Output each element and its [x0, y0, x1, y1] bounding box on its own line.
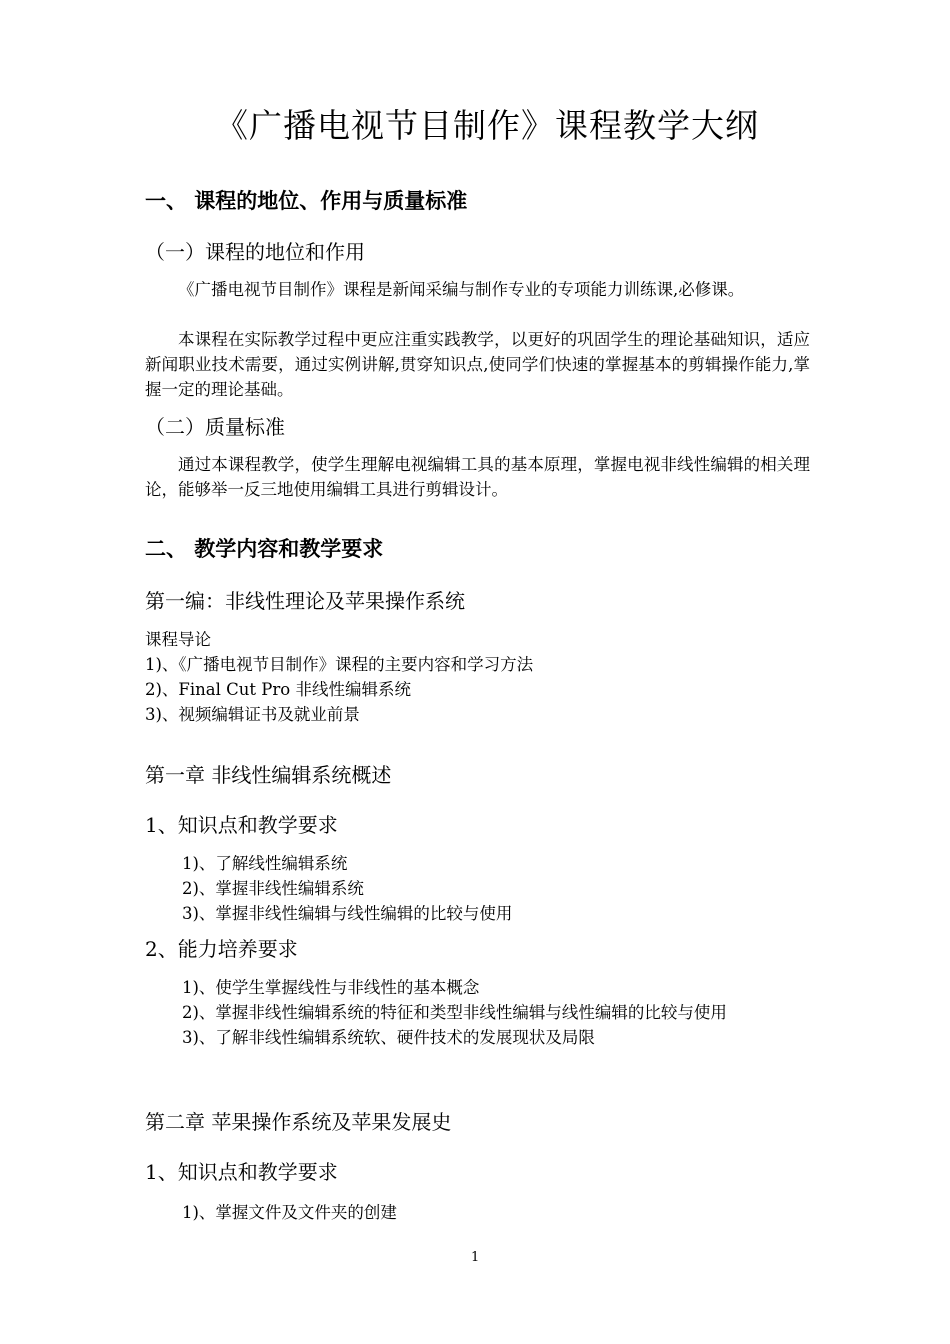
intro-item: 1)、《广播电视节目制作》课程的主要内容和学习方法 — [145, 655, 534, 674]
paragraph-quality-standard: 通过本课程教学，使学生理解电视编辑工具的基本原理，掌握电视非线性编辑的相关理论，能够举一反三地使用编辑工具进行剪辑设计。 — [145, 455, 810, 499]
knowledge-item: 3)、掌握非线性编辑与线性编辑的比较与使用 — [182, 904, 513, 923]
ability-item: 2)、掌握非线性编辑系统的特征和类型非线性编辑与线性编辑的比较与使用 — [182, 1003, 727, 1022]
document-title: 《广播电视节目制作》课程教学大纲 — [215, 106, 759, 145]
section-1-heading: 一、 课程的地位、作用与质量标准 — [145, 189, 468, 213]
part-1-heading: 第一编：非线性理论及苹果操作系统 — [145, 589, 465, 613]
ability-item: 1)、使学生掌握线性与非线性的基本概念 — [182, 978, 480, 997]
chapter-1-heading: 第一章 非线性编辑系统概述 — [145, 763, 392, 787]
intro-title: 课程导论 — [145, 630, 211, 649]
page-number: 1 — [471, 1250, 480, 1265]
ability-item: 3)、了解非线性编辑系统软、硬件技术的发展现状及局限 — [182, 1028, 595, 1047]
knowledge-item: 1)、掌握文件及文件夹的创建 — [182, 1203, 397, 1222]
paragraph-course-practice: 本课程在实际教学过程中更应注重实践教学，以更好的巩固学生的理论基础知识，适应新闻职业技术需要，通过实例讲解,贯穿知识点,使同学们快速的掌握基本的剪辑操作能力,掌握一定的理论基础。 — [145, 330, 810, 399]
intro-item: 2)、Final Cut Pro 非线性编辑系统 — [145, 680, 411, 699]
section-2-heading: 二、 教学内容和教学要求 — [145, 537, 384, 561]
subsection-1-heading: （一）课程的地位和作用 — [145, 240, 365, 264]
intro-item: 3)、视频编辑证书及就业前景 — [145, 705, 360, 724]
paragraph-course-status: 《广播电视节目制作》课程是新闻采编与制作专业的专项能力训练课,必修课。 — [178, 280, 745, 299]
knowledge-item: 1)、了解线性编辑系统 — [182, 854, 348, 873]
chapter-2-heading: 第二章 苹果操作系统及苹果发展史 — [145, 1110, 452, 1134]
subsection-2-heading: （二）质量标准 — [145, 415, 285, 439]
knowledge-item: 2)、掌握非线性编辑系统 — [182, 879, 364, 898]
chapter-1-knowledge-heading: 1、知识点和教学要求 — [145, 813, 338, 837]
chapter-2-knowledge-heading: 1、知识点和教学要求 — [145, 1160, 338, 1184]
chapter-1-ability-heading: 2、能力培养要求 — [145, 937, 298, 961]
